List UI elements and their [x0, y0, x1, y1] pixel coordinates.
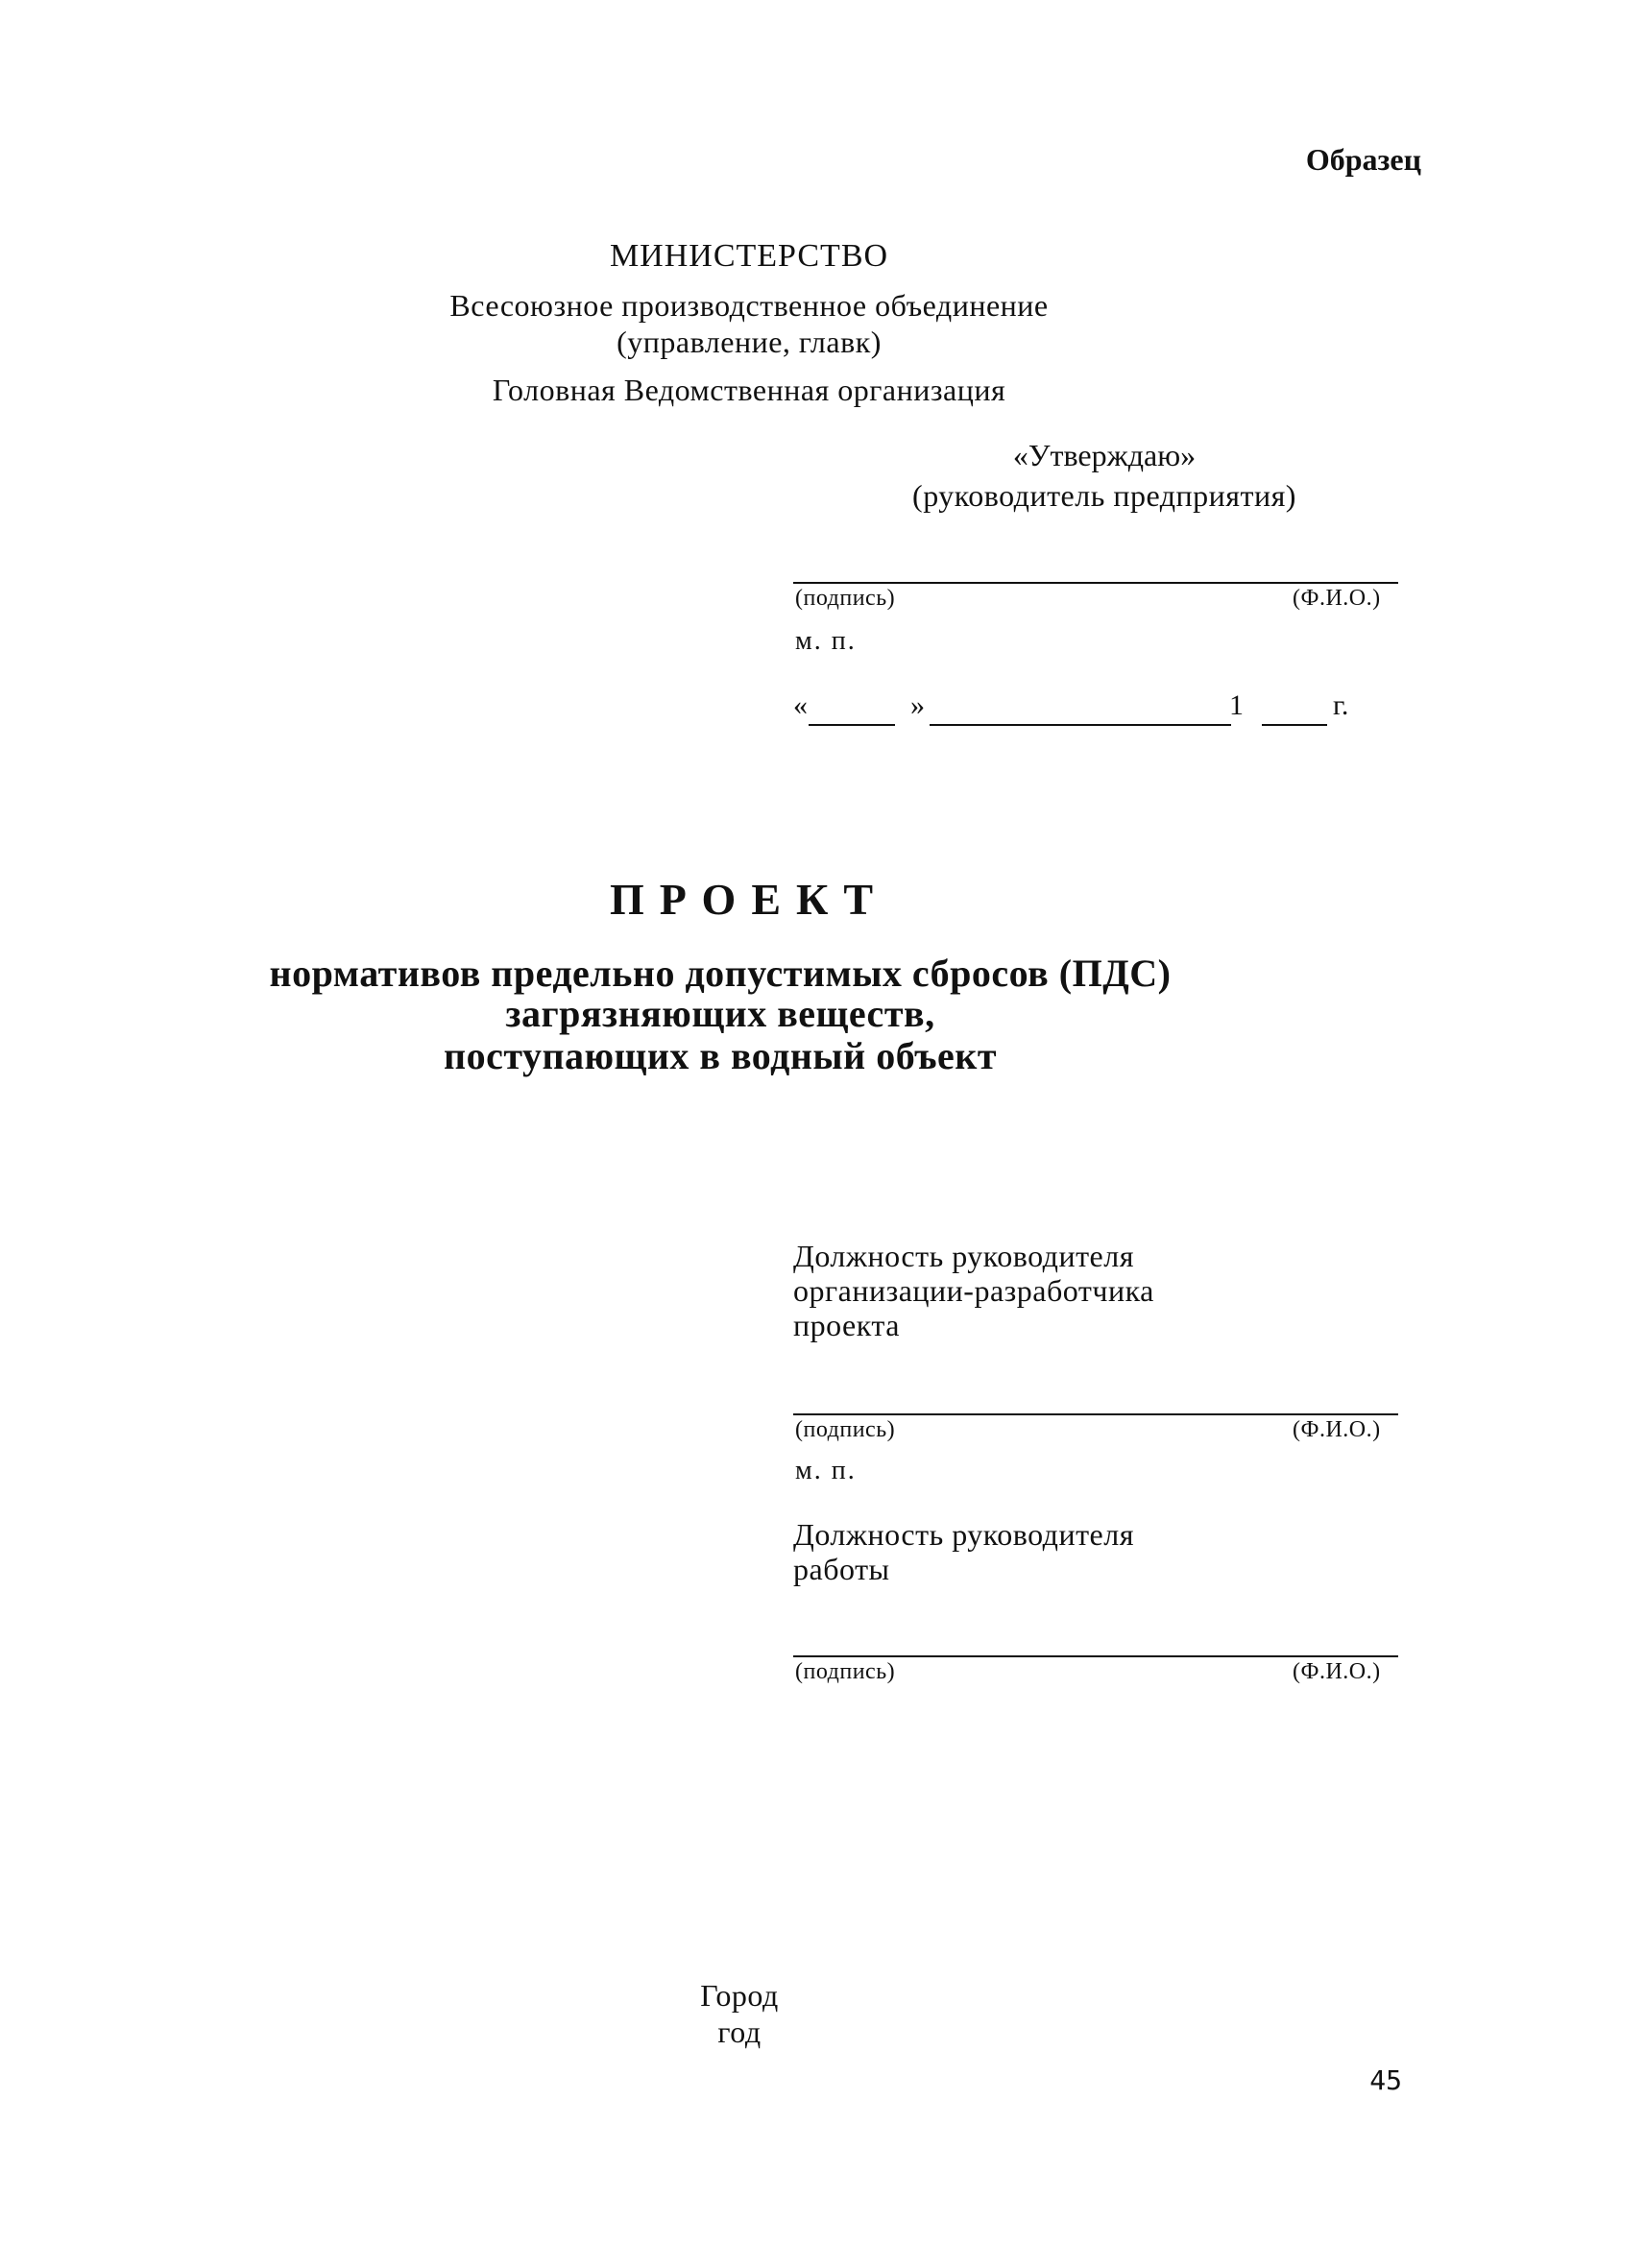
year-placeholder: год [717, 2015, 762, 2049]
developer-position-line1: Должность руководителя [793, 1239, 1134, 1273]
association-name: Всесоюзное производственное объединение [449, 288, 1049, 323]
sample-label: Образец [1305, 142, 1421, 177]
page-number: 45 [1369, 2064, 1402, 2096]
date-day-line [809, 724, 895, 726]
document-subtitle-line3: поступающих в водный объект [444, 1034, 997, 1077]
date-year-suffix: г. [1333, 689, 1349, 721]
document-subtitle-line2: загрязняющих веществ, [505, 992, 935, 1035]
date-month-line [930, 724, 1231, 726]
approver-role: (руководитель предприятия) [912, 478, 1296, 513]
work-lead-fio-label: (Ф.И.О.) [1293, 1659, 1381, 1684]
city-placeholder: Город [700, 1978, 779, 2013]
date-year-prefix: 1 [1229, 689, 1244, 721]
association-subtitle: (управление, главк) [617, 325, 882, 359]
developer-position-line2: организации-разработчика [793, 1273, 1154, 1308]
work-lead-signature-label: (подпись) [795, 1659, 896, 1684]
developer-fio-label: (Ф.И.О.) [1293, 1417, 1381, 1442]
work-lead-position-line1: Должность руководителя [793, 1517, 1134, 1552]
date-close-quote: » [910, 689, 925, 721]
approval-seal-mark: м. п. [795, 626, 857, 656]
document-subtitle-line1: нормативов предельно допустимых сбросов (ПДС) [269, 952, 1172, 995]
approval-signature-label: (подпись) [795, 586, 896, 611]
developer-seal-mark: м. п. [795, 1456, 857, 1485]
approval-date-row [793, 689, 1398, 732]
developer-signature-label: (подпись) [795, 1417, 896, 1442]
developer-position-line3: проекта [793, 1308, 900, 1342]
head-organization: Головная Ведомственная организация [492, 373, 1006, 407]
ministry-heading: МИНИСТЕРСТВО [609, 238, 889, 274]
developer-signature-line [793, 1413, 1398, 1415]
date-open-quote: « [793, 689, 808, 721]
work-lead-signature-line [793, 1655, 1398, 1657]
date-year-line [1262, 724, 1327, 726]
document-title: ПРОЕКТ [609, 875, 889, 924]
approval-signature-line [793, 582, 1398, 584]
approval-heading: «Утверждаю» [1012, 438, 1197, 472]
work-lead-position-line2: работы [793, 1552, 890, 1586]
approval-fio-label: (Ф.И.О.) [1293, 586, 1381, 611]
